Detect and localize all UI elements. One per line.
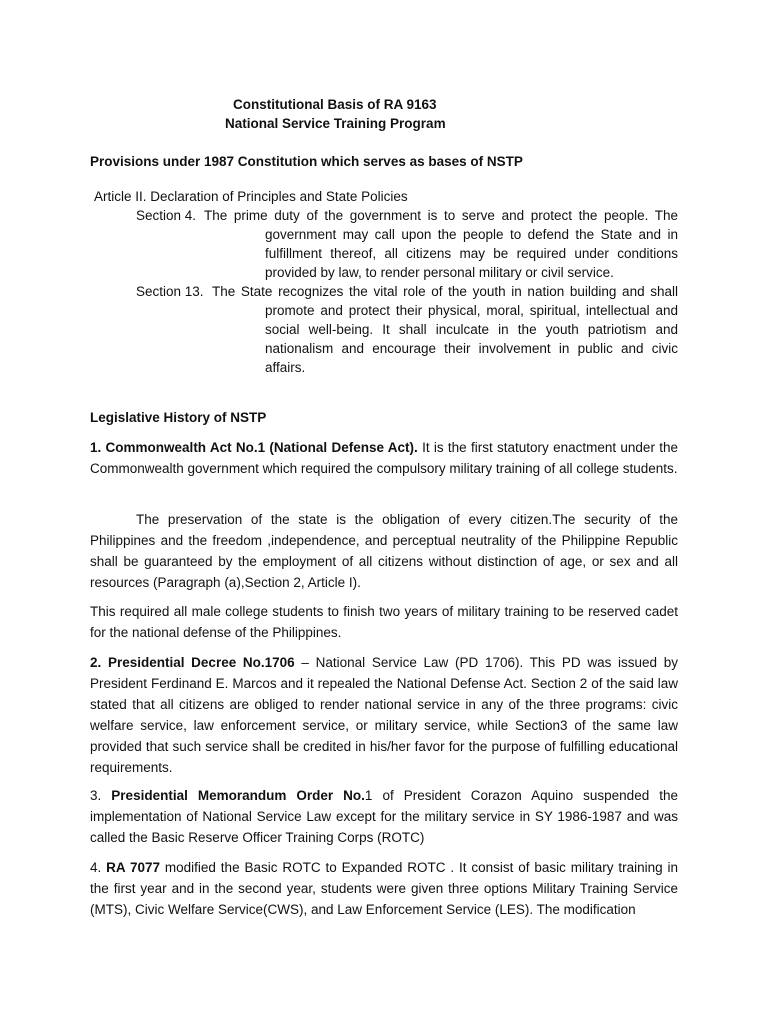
section-13-label: Section 13. (136, 284, 204, 299)
item-4-number: 4. (90, 860, 107, 875)
item-1-paragraph (90, 437, 678, 479)
article-heading: Article II. Declaration of Principles and State Policies (94, 189, 408, 204)
item-2-paragraph (90, 652, 678, 778)
item-1-paragraph-3: This required all male college students to finish two years of military training to be reserved cadet for the national defense of the Philippines. (90, 604, 678, 640)
provisions-heading: Provisions under 1987 Constitution which serves as bases of NSTP (90, 154, 523, 169)
item-1-title: 1. Commonwealth Act No.1 (National Defense Act). (90, 440, 418, 455)
item-2-title: 2. Presidential Decree No.1706 (90, 655, 295, 670)
section-4-first-line: The prime duty of the government is to serve and protect the people. The (204, 208, 678, 223)
section-13 (136, 282, 678, 377)
section-13-first-line: The State recognizes the vital role of the youth in nation building and shall (212, 284, 678, 299)
title-line-2: National Service Training Program (225, 116, 446, 131)
item-3-paragraph (90, 785, 678, 848)
item-4-title: RA 7077 (106, 860, 161, 875)
item-1-paragraph-2: The preservation of the state is the obligation of every citizen.The security of the Philippines and the freedom ,independence, and perceptual neutrality of the Philippine Republic shall be guaranteed by the employment of all citizens without distinction of age, or sex and all resources (Paragraph (a),Section 2, Article I). (90, 512, 678, 590)
item-2-text: – National Service Law (PD 1706). This PD was issued by President Ferdinand E. Marcos and it repealed the National Defense Act. Section 2 of the said law stated that all citizens are obliged to render national service in any of the three programs: civic welfare service, law enforcement service, or military service, while Section3 of the same law provided that such service shall be credited in his/her favor for the purpose of fulfilling educational requirements. (90, 655, 678, 775)
section-4 (136, 206, 678, 282)
item-4-text: modified the Basic ROTC to Expanded ROTC . It consist of basic military training in the first year and in the second year, students were given three options Military Training Service (MTS), Civic Welfare Service(CWS), and Law Enforcement Service (LES). The modification (90, 860, 679, 917)
item-4-paragraph (90, 857, 678, 920)
item-3-number: 3. (90, 788, 112, 803)
item-3-title: Presidential Memorandum Order No. (111, 788, 365, 803)
item-3-text: 1 of President Corazon Aquino suspended the implementation of National Service Law except for the military service in SY 1986-1987 and was called the Basic Reserve Officer Training Corps (ROTC) (90, 788, 678, 845)
item-1-text: It is the first statutory enactment under the Commonwealth government which required the compulsory military training of all college students. (90, 440, 678, 476)
section-4-label: Section 4. (136, 208, 197, 223)
section-13-text: promote and protect their physical, moral, spiritual, intellectual and social well-being. It shall inculcate in the youth patriotism and nationalism and encourage their involvement in public and civic affairs. (265, 303, 678, 375)
title-line-1: Constitutional Basis of RA 9163 (233, 97, 437, 112)
legislative-heading: Legislative History of NSTP (90, 410, 267, 425)
section-4-text: government may call upon the people to defend the State and in fulfillment thereof, all citizens may be required under conditions provided by law, to render personal military or civil service. (265, 227, 678, 280)
